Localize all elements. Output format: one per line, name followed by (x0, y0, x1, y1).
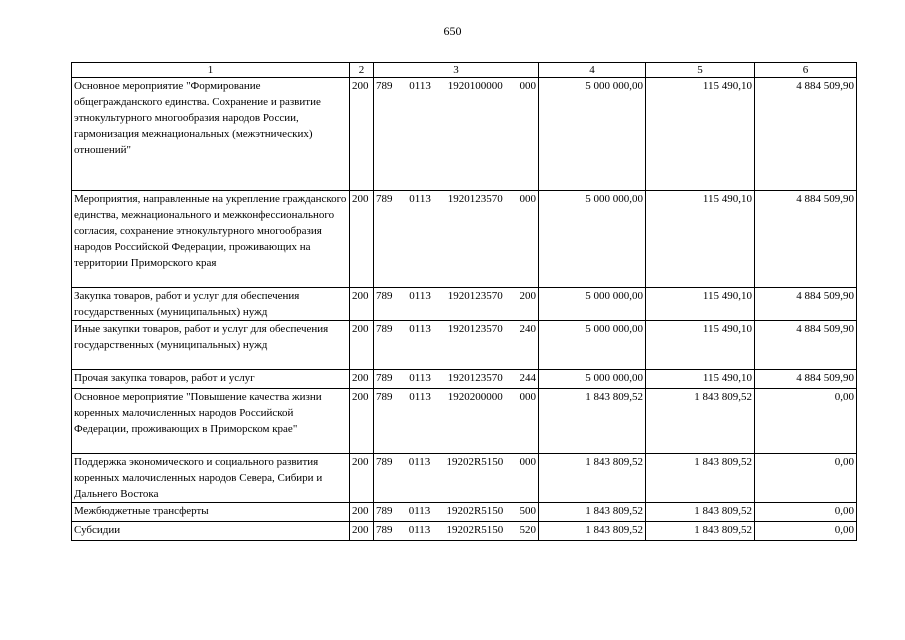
code-b: 0113 (409, 290, 431, 302)
row-col4: 5 000 000,00 (539, 370, 646, 389)
row-code (374, 454, 539, 503)
table-row (72, 370, 857, 389)
row-name: Прочая закупка товаров, работ и услуг (72, 370, 350, 389)
row-code (374, 191, 539, 288)
code-a: 789 (376, 80, 393, 92)
row-code (374, 389, 539, 454)
code-b: 0113 (408, 524, 431, 536)
row-col6: 4 884 509,90 (755, 370, 857, 389)
row-col4: 1 843 809,52 (539, 522, 646, 541)
row-col5: 1 843 809,52 (646, 454, 755, 503)
row-code (374, 288, 539, 321)
code-c: 1920123570 (447, 323, 503, 335)
table-header-row (72, 63, 857, 78)
table-row (72, 288, 857, 321)
table-row (72, 503, 857, 522)
header-cell-1: 1 (72, 63, 350, 78)
table-row (72, 522, 857, 541)
code-d: 000 (519, 193, 536, 205)
row-col4: 5 000 000,00 (539, 78, 646, 191)
code-b: 0113 (409, 391, 431, 403)
row-code (374, 522, 539, 541)
row-col5: 1 843 809,52 (646, 503, 755, 522)
code-c: 19202R5150 (446, 524, 504, 536)
row-code (374, 78, 539, 191)
row-name: Основное мероприятие "Формирование общегражданского единства. Сохранение и развитие этнокультурного многообразия народов России, гармонизация межнациональных (межэтнических) отношений" (72, 78, 350, 191)
code-a: 789 (376, 505, 393, 517)
header-cell-4: 4 (539, 63, 646, 78)
row-col5: 115 490,10 (646, 191, 755, 288)
row-col4: 5 000 000,00 (539, 288, 646, 321)
table-row (72, 78, 857, 191)
row-col6: 4 884 509,90 (755, 78, 857, 191)
row-col6: 0,00 (755, 522, 857, 541)
code-c: 19202R5150 (446, 505, 504, 517)
row-col5: 115 490,10 (646, 288, 755, 321)
code-d: 200 (519, 290, 536, 302)
code-d: 500 (519, 505, 536, 517)
code-a: 789 (376, 456, 393, 468)
row-code (374, 370, 539, 389)
code-a: 789 (376, 193, 393, 205)
row-col2: 200 (350, 78, 374, 191)
row-name: Субсидии (72, 522, 350, 541)
row-col6: 4 884 509,90 (755, 288, 857, 321)
row-col2: 200 (350, 370, 374, 389)
table-row (72, 321, 857, 370)
row-col6: 0,00 (755, 503, 857, 522)
row-col4: 1 843 809,52 (539, 503, 646, 522)
code-d: 000 (519, 456, 536, 468)
code-b: 0113 (409, 372, 431, 384)
row-col6: 0,00 (755, 389, 857, 454)
table-row (72, 454, 857, 503)
code-a: 789 (376, 391, 393, 403)
code-b: 0113 (409, 323, 431, 335)
header-cell-3: 3 (374, 63, 539, 78)
row-col2: 200 (350, 389, 374, 454)
code-c: 19202R5150 (446, 456, 504, 468)
row-col2: 200 (350, 321, 374, 370)
row-name: Иные закупки товаров, работ и услуг для обеспечения государственных (муниципальных) нужд (72, 321, 350, 370)
code-a: 789 (376, 524, 393, 536)
row-col2: 200 (350, 191, 374, 288)
code-a: 789 (376, 290, 393, 302)
budget-table (71, 62, 857, 541)
row-col5: 1 843 809,52 (646, 522, 755, 541)
row-code (374, 321, 539, 370)
row-name: Мероприятия, направленные на укрепление гражданского единства, межнационального и межконфессионального согласия, сохранение этнокультурного многообразия народов Российской Федерации, проживающих на территории Приморского края (72, 191, 350, 288)
row-col4: 5 000 000,00 (539, 321, 646, 370)
code-d: 240 (519, 323, 536, 335)
row-col2: 200 (350, 522, 374, 541)
row-col4: 1 843 809,52 (539, 454, 646, 503)
code-a: 789 (376, 323, 393, 335)
row-col4: 5 000 000,00 (539, 191, 646, 288)
code-b: 0113 (408, 456, 431, 468)
row-col6: 4 884 509,90 (755, 321, 857, 370)
row-col2: 200 (350, 454, 374, 503)
page-number: 650 (443, 24, 462, 38)
code-c: 1920100000 (447, 80, 503, 92)
row-code (374, 503, 539, 522)
row-col5: 115 490,10 (646, 370, 755, 389)
row-col6: 0,00 (755, 454, 857, 503)
row-name: Основное мероприятие "Повышение качества жизни коренных малочисленных народов Российской Федерации, проживающих в Приморском крае" (72, 389, 350, 454)
table-row (72, 389, 857, 454)
code-c: 1920200000 (447, 391, 503, 403)
row-name: Поддержка экономического и социального развития коренных малочисленных народов Севера, Сибири и Дальнего Востока (72, 454, 350, 503)
code-c: 1920123570 (447, 193, 503, 205)
header-cell-5: 5 (646, 63, 755, 78)
code-b: 0113 (409, 193, 431, 205)
row-col5: 115 490,10 (646, 321, 755, 370)
code-b: 0113 (409, 80, 431, 92)
table-row (72, 191, 857, 288)
row-col2: 200 (350, 288, 374, 321)
code-d: 520 (519, 524, 536, 536)
row-col6: 4 884 509,90 (755, 191, 857, 288)
code-c: 1920123570 (447, 290, 503, 302)
header-cell-2: 2 (350, 63, 374, 78)
code-a: 789 (376, 372, 393, 384)
row-col5: 115 490,10 (646, 78, 755, 191)
row-name: Межбюджетные трансферты (72, 503, 350, 522)
code-c: 1920123570 (447, 372, 503, 384)
header-cell-6: 6 (755, 63, 857, 78)
code-d: 244 (519, 372, 536, 384)
row-col4: 1 843 809,52 (539, 389, 646, 454)
row-name: Закупка товаров, работ и услуг для обеспечения государственных (муниципальных) нужд (72, 288, 350, 321)
row-col2: 200 (350, 503, 374, 522)
code-d: 000 (519, 391, 536, 403)
code-d: 000 (519, 80, 536, 92)
row-col5: 1 843 809,52 (646, 389, 755, 454)
code-b: 0113 (408, 505, 431, 517)
